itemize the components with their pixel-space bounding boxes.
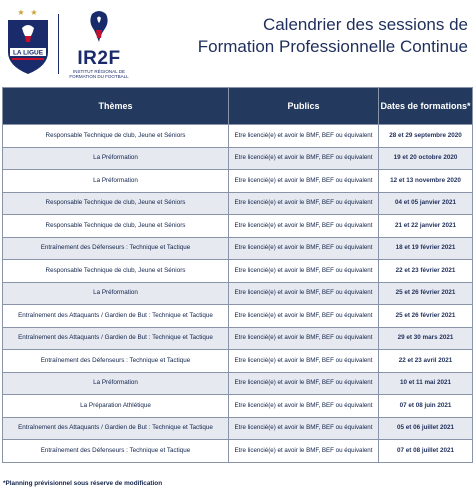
table-row	[3, 305, 473, 328]
cell-public: Etre licencié(e) et avoir le BMF, BEF ou équivalent	[229, 327, 379, 350]
page-title	[168, 14, 468, 58]
cell-public: Etre licencié(e) et avoir le BMF, BEF ou équivalent	[229, 237, 379, 260]
rooster-icon	[64, 8, 134, 48]
cell-theme: Entraînement des Attaquants / Gardien de But : Technique et Tactique	[3, 417, 229, 440]
table-row	[3, 372, 473, 395]
cell-theme: Responsable Technique de club, Jeune et Séniors	[3, 192, 229, 215]
table-row	[3, 350, 473, 373]
cell-date: 25 et 26 février 2021	[379, 282, 473, 305]
ligue-logo-icon	[4, 6, 52, 76]
table-row	[3, 237, 473, 260]
ir2f-logo-text: IR2F	[77, 48, 121, 69]
table-row	[3, 260, 473, 283]
table-row	[3, 147, 473, 170]
header-dates: Dates de formations*	[379, 88, 473, 125]
cell-theme: La Préformation	[3, 170, 229, 193]
cell-theme: Responsable Technique de club, Jeune et Séniors	[3, 260, 229, 283]
ir2f-logo	[64, 8, 134, 80]
cell-theme: La Préformation	[3, 372, 229, 395]
table-row	[3, 215, 473, 238]
cell-date: 29 et 30 mars 2021	[379, 327, 473, 350]
cell-date: 07 et 08 juillet 2021	[379, 440, 473, 463]
header-themes: Thèmes	[3, 88, 229, 125]
svg-text:★: ★	[30, 8, 38, 17]
cell-date: 22 et 23 février 2021	[379, 260, 473, 283]
cell-public: Etre licencié(e) et avoir le BMF, BEF ou équivalent	[229, 372, 379, 395]
cell-date: 21 et 22 janvier 2021	[379, 215, 473, 238]
cell-public: Etre licencié(e) et avoir le BMF, BEF ou équivalent	[229, 440, 379, 463]
cell-public: Etre licencié(e) et avoir le BMF, BEF ou équivalent	[229, 147, 379, 170]
cell-theme: Entraînement des Défenseurs : Technique et Tactique	[3, 440, 229, 463]
cell-theme: La Préformation	[3, 282, 229, 305]
cell-date: 07 et 08 juin 2021	[379, 395, 473, 418]
cell-date: 22 et 23 avril 2021	[379, 350, 473, 373]
cell-public: Etre licencié(e) et avoir le BMF, BEF ou équivalent	[229, 395, 379, 418]
cell-theme: Entraînement des Défenseurs : Technique et Tactique	[3, 237, 229, 260]
cell-public: Etre licencié(e) et avoir le BMF, BEF ou équivalent	[229, 215, 379, 238]
table-row	[3, 440, 473, 463]
cell-theme: Responsable Technique de club, Jeune et Séniors	[3, 125, 229, 148]
header-publics: Publics	[229, 88, 379, 125]
cell-theme: La Préparation Athlétique	[3, 395, 229, 418]
cell-public: Etre licencié(e) et avoir le BMF, BEF ou équivalent	[229, 170, 379, 193]
cell-theme: La Préformation	[3, 147, 229, 170]
table-header-row	[3, 88, 473, 125]
cell-public: Etre licencié(e) et avoir le BMF, BEF ou équivalent	[229, 417, 379, 440]
cell-public: Etre licencié(e) et avoir le BMF, BEF ou équivalent	[229, 305, 379, 328]
cell-date: 25 et 26 février 2021	[379, 305, 473, 328]
sessions-table	[2, 87, 473, 463]
table-row	[3, 192, 473, 215]
cell-theme: Responsable Technique de club, Jeune et Séniors	[3, 215, 229, 238]
page-header	[0, 0, 474, 86]
cell-date: 10 et 11 mai 2021	[379, 372, 473, 395]
footnote: *Planning prévisionnel sous réserve de modification	[3, 480, 163, 487]
cell-public: Etre licencié(e) et avoir le BMF, BEF ou équivalent	[229, 125, 379, 148]
cell-theme: Entraînement des Attaquants / Gardien de But : Technique et Tactique	[3, 305, 229, 328]
cell-public: Etre licencié(e) et avoir le BMF, BEF ou équivalent	[229, 282, 379, 305]
svg-text:LA LIGUE: LA LIGUE	[12, 49, 44, 57]
table-row	[3, 170, 473, 193]
cell-date: 12 et 13 novembre 2020	[379, 170, 473, 193]
cell-date: 28 et 29 septembre 2020	[379, 125, 473, 148]
ir2f-logo-subtitle: INSTITUT RÉGIONAL DE FORMATION DU FOOTBALL	[69, 69, 129, 79]
cell-theme: Entraînement des Défenseurs : Technique et Tactique	[3, 350, 229, 373]
title-line-2: Formation Professionnelle Continue	[197, 37, 468, 56]
logo-divider	[58, 14, 59, 74]
cell-date: 18 et 19 février 2021	[379, 237, 473, 260]
title-line-1: Calendrier des sessions de	[262, 15, 468, 34]
svg-text:★: ★	[17, 8, 25, 17]
table-row	[3, 395, 473, 418]
table-row	[3, 327, 473, 350]
table-row	[3, 125, 473, 148]
table-body	[3, 125, 473, 463]
cell-public: Etre licencié(e) et avoir le BMF, BEF ou équivalent	[229, 260, 379, 283]
table-row	[3, 417, 473, 440]
cell-theme: Entraînement des Attaquants / Gardien de But : Technique et Tactique	[3, 327, 229, 350]
cell-public: Etre licencié(e) et avoir le BMF, BEF ou équivalent	[229, 192, 379, 215]
cell-date: 04 et 05 janvier 2021	[379, 192, 473, 215]
cell-date: 05 et 06 juillet 2021	[379, 417, 473, 440]
cell-date: 19 et 20 octobre 2020	[379, 147, 473, 170]
table-row	[3, 282, 473, 305]
cell-public: Etre licencié(e) et avoir le BMF, BEF ou équivalent	[229, 350, 379, 373]
